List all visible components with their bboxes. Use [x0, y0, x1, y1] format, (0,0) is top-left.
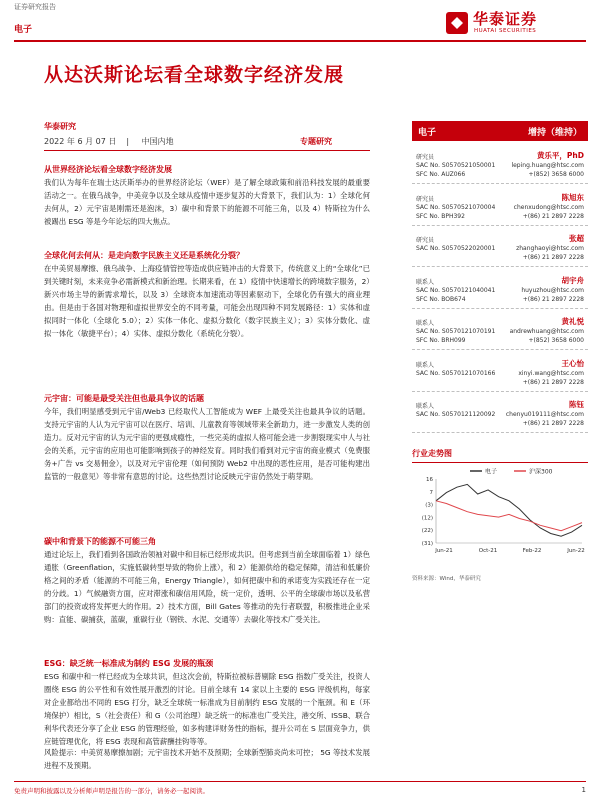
logo-text-en: HUATAI SECURITIES: [474, 28, 537, 34]
rating-sector: 电子: [418, 128, 437, 138]
footer-divider: [14, 781, 586, 782]
analyst-phone: +(86) 21 2897 2228: [522, 295, 584, 303]
analyst-name: 陈钰: [569, 400, 584, 409]
analyst-role: 研究员: [416, 195, 435, 203]
company-logo: [446, 8, 586, 44]
analyst-email[interactable]: leping.huang@htsc.com: [511, 162, 584, 169]
section-body: 今年，我们明显感受到元宇宙/Web3 已经取代人工智能成为 WEF 上最受关注也最具争议的话题。支持元宇宙的人认为元宇宙可以在医疗、培训、儿童教育等领域带来全新助力，进一步激发人类的创造力。反对元宇宙的认为元宇宙的更强成瘾性，一些完美的虚拟人格可能会进一步割裂现实中人与社会的关系，元宇宙的应用也可能影响到孩子的神经发育。同时我们看到对元宇宙的商业模式（免费服务+广告 vs 交易佣金），以及对元宇宙伦理（如何预防 Web2 中出现的恶性应用，是否可能构建出监管的一般意见）等非常有意思的讨论。这些热烈讨论反映元宇宙仍然处于萌芽期。: [44, 407, 370, 481]
trend-chart-title: 行业走势图: [412, 449, 452, 458]
analyst-sac: SAC No. S0570121040041: [416, 286, 496, 294]
analyst-divider: [412, 308, 588, 309]
section-body: 我们认为每年在瑞士达沃斯举办的世界经济论坛（WEF）是了解全球政策和前沿科技发展的最重要活动之一。在俄乌战争，中美竞争以及全球从疫情中逐步复苏的大背景下，我们认为：1）全球化何去何从，2）元宇宙是刚需还是泡沫，3）碳中和背景下的能源不可能三角，以及 4）特斯拉为什么被踢出 ESG 等是今年论坛的四大焦点。: [44, 178, 370, 226]
analyst-role: 研究员: [416, 237, 435, 244]
legend-label: 电子: [485, 468, 498, 476]
section-heading: 元宇宙：可能是最受关注但也最具争议的话题: [44, 394, 204, 403]
y-tick-label: 16: [426, 477, 433, 483]
analyst-name: 黄礼悦: [561, 317, 584, 326]
report-title: 从达沃斯论坛看全球数字经济发展: [44, 64, 345, 86]
analyst-sac: SAC No. S0570522020001: [416, 245, 496, 252]
section-heading: 从世界经济论坛看全球数字经济发展: [44, 165, 172, 174]
analyst-phone: +(852) 3658 6000: [528, 171, 584, 178]
analyst-sfc: SFC No. AUZ066: [416, 171, 466, 178]
analyst-divider: [412, 183, 588, 184]
analyst-sac: SAC No. S0570121070191: [416, 328, 496, 335]
y-tick-label: (12): [421, 515, 433, 522]
meta-divider: [44, 150, 370, 151]
analyst-phone: +(852) 3658 6000: [528, 337, 584, 344]
analyst-phone: +(86) 21 2897 2228: [522, 378, 584, 386]
chart-source: 资料来源：Wind，华泰研究: [412, 576, 481, 582]
analyst-role: 研究员: [416, 154, 435, 161]
rating-value: 增持（维持）: [527, 128, 582, 138]
disclaimer-footer: 免责声明和披露以及分析师声明是报告的一部分，请务必一起阅读。: [14, 787, 209, 795]
section-body: 在中美贸易摩擦、俄乌战争、上海疫情管控等造成供应链冲击的大背景下，传统意义上的“全球化”已到关键时刻，未来竞争必需新模式和新治理。长期来看，在 1）疫情中快速增长的跨境数字服务，2）新兴市场主导的新需求增长，以及 3）全球资本加速流动等因素驱动下，全球化仍有强大的商业理由。但是由于各国对物理和虚拟世界安全的不同考量，可能会出现四种不同发展路径：1）实体和虚拟同时一体化（全球化 5.0）；2）实体一体化、虚拟分数化（数字民族主义）；3）实体分数化、虚拟一体化（敏捷平台）；4）实体、虚拟分数化（系统化分裂）。: [44, 264, 370, 338]
analyst-divider: [412, 349, 588, 350]
analyst-sac: SAC No. S0570121070166: [416, 369, 496, 377]
analyst-sfc: SFC No. BRH099: [416, 337, 466, 344]
analyst-phone: +(86) 21 2897 2228: [522, 212, 584, 220]
report-category-label: 证券研究报告: [14, 3, 56, 11]
trend-divider: [412, 462, 588, 463]
research-org: 华泰研究: [44, 122, 76, 131]
meta-separator: |: [126, 137, 130, 146]
rating-bar: [412, 121, 588, 141]
sector-tag: 电子: [14, 25, 33, 35]
series-line: [436, 484, 582, 536]
analyst-email[interactable]: huyuzhou@htsc.com: [521, 286, 584, 294]
x-tick-label: Oct-21: [478, 548, 498, 554]
report-region: 中国内地: [141, 137, 174, 146]
analyst-name: 王心怡: [561, 358, 584, 368]
analyst-sac: SAC No. S0570521070004: [416, 203, 496, 211]
analyst-sac: SAC No. S0570121120092: [416, 411, 496, 418]
logo-mark-icon: [446, 12, 468, 34]
industry-trend-chart: [412, 465, 588, 565]
section-heading: 碳中和背景下的能源不可能三角: [44, 537, 156, 546]
x-tick-label: Jun-22: [567, 548, 585, 554]
analyst-role: 联系人: [416, 320, 435, 327]
analyst-email[interactable]: xinyi.wang@htsc.com: [518, 369, 584, 377]
report-meta: [44, 136, 184, 147]
analyst-sfc: SFC No. BOB674: [416, 295, 466, 303]
page-number: 1: [581, 786, 586, 794]
analyst-phone: +(86) 21 2897 2228: [522, 254, 584, 261]
header-divider: [14, 40, 586, 42]
y-tick-label: (3): [425, 502, 433, 509]
analyst-email[interactable]: zhanghaoyi@htsc.com: [516, 245, 584, 252]
analyst-name: 胡宇舟: [561, 275, 584, 285]
legend-label: 沪深300: [529, 468, 553, 476]
series-line: [436, 501, 582, 531]
analyst-role: 联系人: [416, 361, 435, 369]
y-tick-label: (31): [421, 541, 433, 547]
analyst-divider: [412, 391, 588, 392]
y-tick-label: 7: [429, 489, 433, 496]
report-type: 专题研究: [300, 137, 332, 146]
section-body: ESG 和碳中和一样已经成为全球共识，但这次会前，特斯拉被标普剔除 ESG 指数广受关注，投资人圈绕 ESG 的公平性和有效性展开激烈的讨论。目前全球有 14 家以上主要的 ESG 评级机构，每家对企业都给出不同的 ESG 打分，缺乏全球统一标准成为目前制约 ESG 发展的一个瓶颈。和 E（环境保护）相比，S（社会责任）和 G（公司治理）缺乏统一的标准也广受关注，港交所、ISSB、联合利华代表还分享了企业 ESG 的管理经验，如多构建详财务性的指标，提升公司在 S 层面竞争力，供应链管理优化，将 ESG 表现和高管薪酬挂钩等等。: [44, 672, 370, 746]
analyst-name: 张超: [569, 234, 584, 243]
analyst-email[interactable]: chenyu019111@htsc.com: [505, 411, 584, 418]
logo-text-cn: 华泰证券: [473, 10, 538, 28]
section-heading: 全球化何去何从：是走向数字民族主义还是系统化分裂？: [44, 251, 244, 260]
analyst-divider: [412, 266, 588, 267]
x-tick-label: Feb-22: [522, 548, 542, 554]
analyst-divider: [412, 225, 588, 226]
analyst-divider: [412, 432, 588, 433]
analyst-phone: +(86) 21 2897 2228: [522, 420, 584, 427]
x-tick-label: Jun-21: [435, 548, 453, 554]
analyst-sac: SAC No. S0570521050001: [416, 162, 496, 169]
analyst-name: 黄乐平，PhD: [536, 151, 584, 160]
analyst-email[interactable]: andrewhuang@htsc.com: [509, 328, 584, 335]
risk-warning: 风险提示：中美贸易摩擦加剧；元宇宙技术开始不及预期；全球新型肺炎尚未可控； 5G 等技术发展进程不及预期。: [44, 748, 370, 770]
y-tick-label: (22): [421, 528, 433, 535]
analyst-role: 联系人: [416, 403, 435, 410]
section-heading: ESG：缺乏统一标准成为制约 ESG 发展的瓶颈: [44, 659, 214, 668]
analyst-role: 联系人: [416, 278, 435, 286]
section-body: 通过论坛上，我们看到各国政治领袖对碳中和目标已经形成共识。但考虑到当前全球面临着 1）绿色通胀（Greenflation，实施低碳转型导致的物价上涨），和 2）能源供给的稳定保障，清洁和低廉价格之间的矛盾（能源的不可能三角，Energy Triangle），如何把碳中和的承诺变为实践还存在一定的分歧。1）气候融资方面，应对滞涨和碳信用风险，统一定价，透明、公平的全球碳市场以及私营部门的投资或将发挥更大的作用。2）技术方面，Bill Gates 等推动的先行者联盟，积极推进企业采购：直能、碳捕获，蓝碳，重碳行业（钢铁、水泥、交通等）去碳化等技术广受关注。: [44, 550, 370, 624]
report-date: 2022 年 6 月 07 日: [44, 137, 117, 146]
analyst-name: 陈旭东: [561, 192, 584, 202]
analyst-email[interactable]: chenxudong@htsc.com: [513, 203, 584, 211]
analyst-sfc: SFC No. BPH392: [416, 212, 465, 220]
